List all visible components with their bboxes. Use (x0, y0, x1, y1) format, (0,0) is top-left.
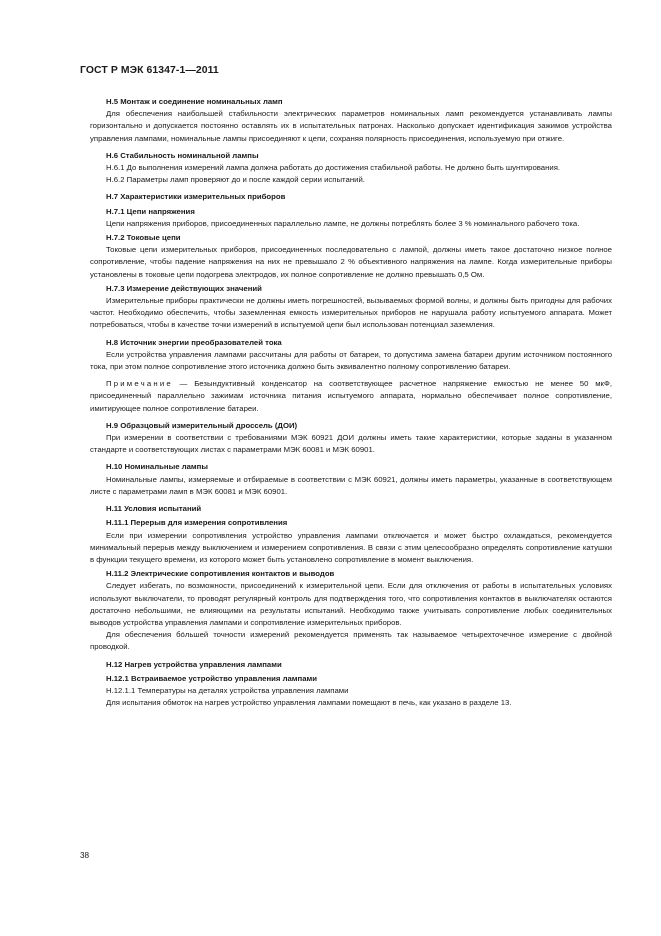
heading-h11-1: Н.11.1 Перерыв для измерения сопротивления (106, 518, 288, 528)
paragraph: Н.6.1 До выполнения измерений лампа должна работать до достижения стабильной работы. Не должно быть шунтирования. (106, 163, 561, 173)
paragraph: Н.12.1.1 Температуры на деталях устройства управления лампами (106, 685, 349, 695)
paragraph: Для испытания обмоток на нагрев устройство управления лампами помещают в печь, как указано в разделе 13. (106, 698, 512, 708)
heading-h9: Н.9 Образцовый измерительный дроссель (ДОИ) (106, 420, 298, 430)
heading-h11: Н.11 Условия испытаний (106, 504, 202, 514)
paragraph: Цепи напряжения приборов, присоединенных параллельно лампе, не должны потреблять более 3 % номинального рабочего тока. (106, 218, 580, 228)
paragraph: Для обеспечения наибольшей стабильности электрических параметров номинальных ламп рекомендуется устанавливать лампы горизонтально и допускается постоянно оставлять их в испытательных патронах. Насколько допускает идентификация зажимов устройства управления лампами, номинальные лампы присоединяют к цепи, сохраняя полярность присоединения, используемую при отжиге. (90, 109, 612, 143)
paragraph: Номинальные лампы, измеряемые и отбираемые в соответствии с МЭК 60921, должны иметь параметры, указанные в соответствующем листе с параметрами ламп в МЭК 60081 и МЭК 60901. (90, 474, 612, 496)
heading-h10: Н.10 Номинальные лампы (106, 462, 208, 472)
document-body (90, 94, 612, 709)
note-text: — Безындуктивный конденсатор на соответствующее расчетное напряжение емкостью не менее 50 мкФ, присоединенный параллельно зажимам источника питания испытуемого аппарата, нормально обеспечивает полное сопротивление, имитирующее полное сопротивление батареи. (90, 379, 612, 413)
page-number: 38 (80, 851, 90, 860)
heading-h7-3: Н.7.3 Измерение действующих значений (106, 283, 262, 293)
heading-h7-1: Н.7.1 Цепи напряжения (106, 206, 195, 216)
heading-h8: Н.8 Источник энергии преобразователей тока (106, 337, 282, 347)
note (90, 378, 612, 415)
heading-h7-2: Н.7.2 Токовые цепи (106, 233, 181, 243)
heading-h7: Н.7 Характеристики измерительных приборов (106, 192, 286, 202)
paragraph: Если при измерении сопротивления устройство управления лампами отключается и может быстро охлаждаться, рекомендуется минимальный перерыв между выключением и измерением сопротивления. В связи с этим целесообразно определять сопротивление катушки в функции текущего времени, из которого может быть установлено сопротивление в момент выключения. (90, 530, 612, 564)
paragraph: Следует избегать, по возможности, присоединений к измерительной цепи. Если для отключения от работы в испытательных условиях используют выключатели, то проводят регулярный контроль для подтверждения того, что сопротивления контактов в выключателях остаются достаточно небольшими, не влияющими на результаты испытаний. Необходимо также учитывать сопротивление любых соединительных выводов устройства управления лампами и сопротивление измерительных приборов. (90, 581, 612, 627)
note-label: Примечание (106, 379, 173, 389)
heading-h11-2: Н.11.2 Электрические сопротивления контактов и выводов (106, 569, 335, 579)
paragraph: Н.6.2 Параметры ламп проверяют до и после каждой серии испытаний. (106, 175, 365, 185)
heading-h6: Н.6 Стабильность номинальной лампы (106, 150, 259, 160)
paragraph: Для обеспечения бо́льшей точности измерений рекомендуется применять так называемое четырехточечное измерение с двойной проводкой. (90, 630, 612, 652)
paragraph: Токовые цепи измерительных приборов, присоединенных последовательно с лампой, должны иметь такое достаточно низкое полное сопротивление, чтобы падение напряжения на них не превышало 2 % объективного напряжения на лампе. Когда измерительные приборы установлены в токовые цепи подогрева электродов, их полное сопротивление не должно превышать 0,5 Ом. (90, 245, 612, 279)
heading-h12: Н.12 Нагрев устройства управления лампами (106, 659, 282, 669)
paragraph: Если устройства управления лампами рассчитаны для работы от батареи, то допустима замена батареи другим источником постоянного тока, при этом полное сопротивление этого источника должно быть эквивалентно полному сопротивлению батареи. (90, 349, 612, 372)
paragraph: Измерительные приборы практически не должны иметь погрешностей, вызываемых формой волны, и должны быть пригодны для рабочих частот. Необходимо обеспечить, чтобы заземленная емкость измерительных приборов не нарушала работу испытуемого аппарата. Может потребоваться, чтобы в качестве точки измерений в испытуемой цепи был использован потенциал заземления. (90, 296, 612, 330)
document-header: ГОСТ Р МЭК 61347-1—2011 (80, 65, 219, 76)
heading-h5: Н.5 Монтаж и соединение номинальных ламп (106, 97, 283, 106)
paragraph: При измерении в соответствии с требованиями МЭК 60921 ДОИ должны иметь такие характеристики, которые заданы в указанном стандарте и соответствующих листах с параметрами МЭК 60081 и МЭК 60901. (90, 433, 612, 455)
heading-h12-1: Н.12.1 Встраиваемое устройство управления лампами (106, 673, 318, 683)
